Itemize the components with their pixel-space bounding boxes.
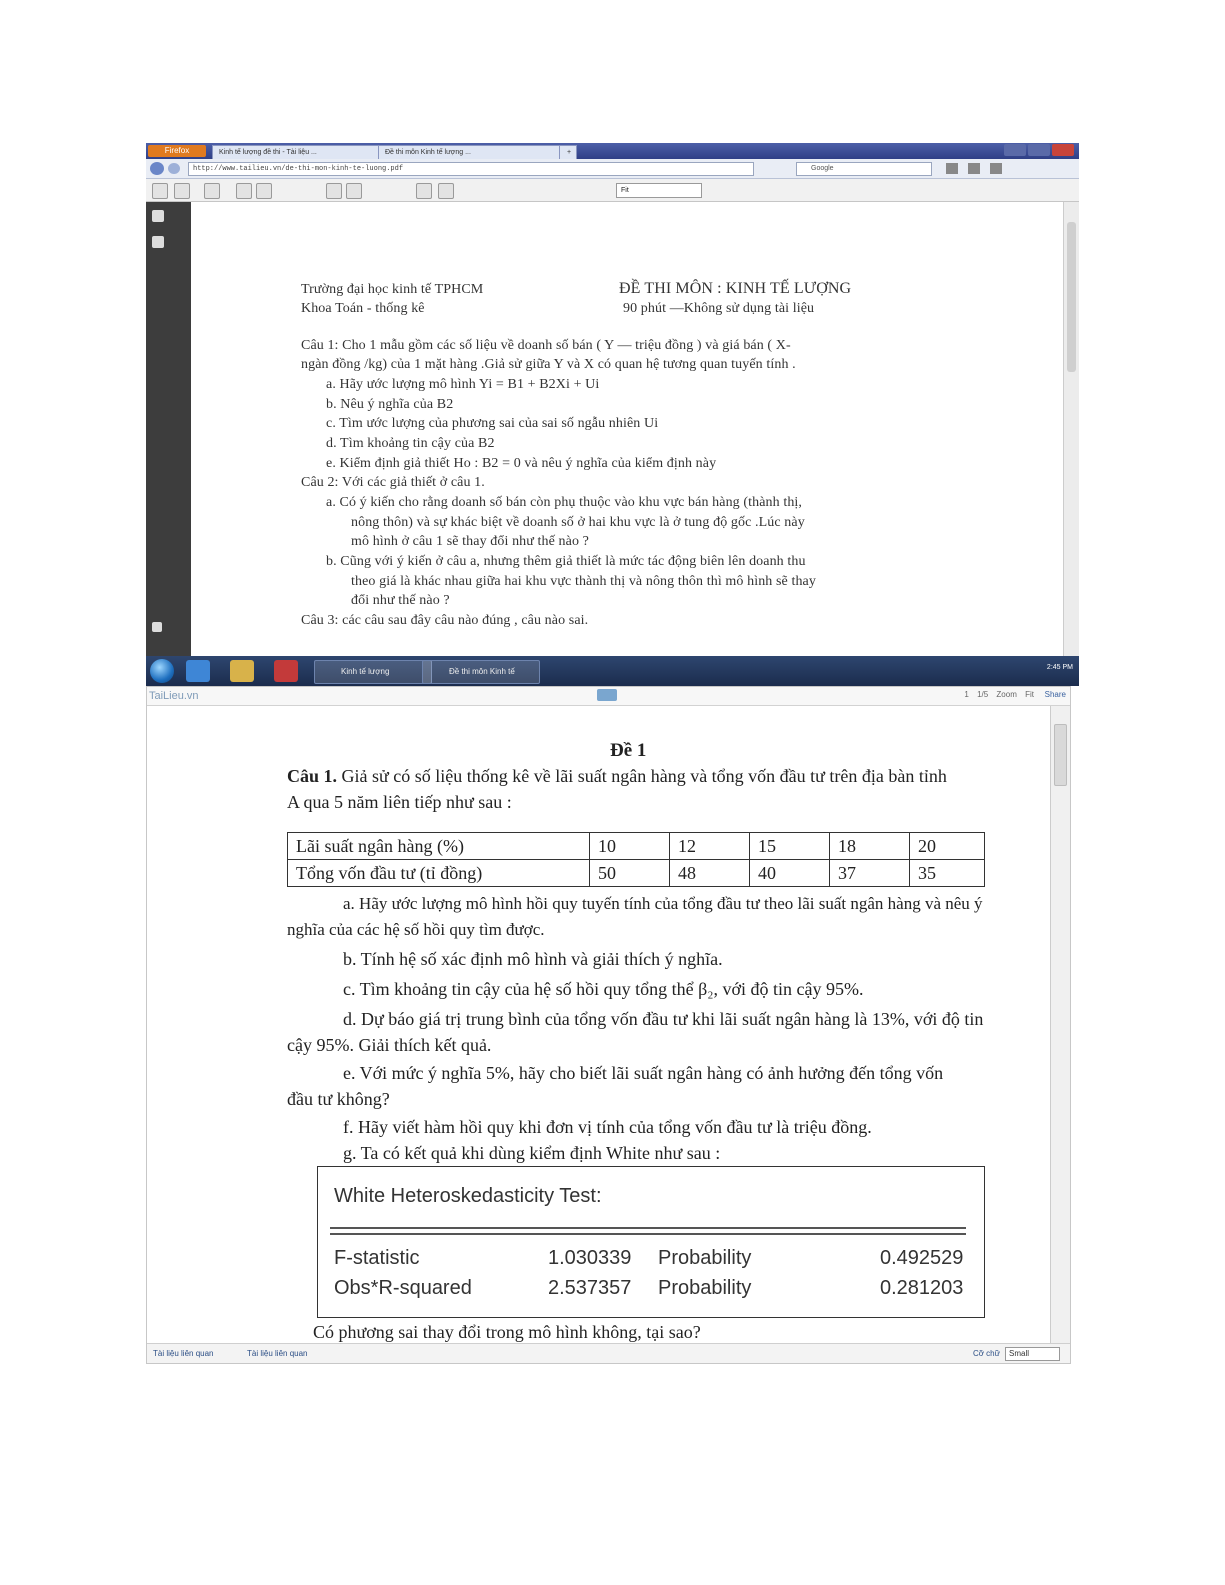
scroll-thumb[interactable] — [1067, 222, 1076, 372]
pdf-scrollbar[interactable] — [1063, 202, 1079, 656]
fit-button[interactable]: Fit — [1025, 690, 1034, 699]
task-document[interactable]: Đề thi môn Kinh tế — [422, 660, 540, 684]
question-label: Câu 1. — [287, 766, 338, 786]
new-tab-button[interactable]: + — [559, 145, 577, 160]
start-icon[interactable] — [150, 659, 174, 683]
prob-value: 0.281203 — [880, 1277, 964, 1299]
question-1-line2: A qua 5 năm liên tiếp như sau : — [287, 792, 512, 812]
related-docs-link[interactable]: Tài liệu liên quan — [153, 1349, 214, 1358]
exam-line: mô hình ở câu 1 sẽ thay đổi như thế nào ? — [351, 534, 589, 549]
exam-line: a. Hãy ước lượng mô hình Yi = B1 + B2Xi + Ui — [326, 377, 600, 392]
bookmark-icon[interactable] — [968, 163, 980, 174]
font-size-label: Cỡ chữ — [972, 1349, 1000, 1358]
page-number[interactable]: 1 — [964, 690, 969, 699]
item-c: c. Tìm khoảng tin cậy của hệ số hồi quy tổng thể β₂, với độ tin cậy 95%. — [343, 979, 864, 999]
table-row — [288, 833, 985, 860]
exam-line: b. Cũng với ý kiến ở câu a, nhưng thêm giả thiết là mức tác động biên lên doanh thu — [326, 554, 806, 569]
email-icon[interactable] — [204, 183, 220, 199]
table-cell: 10 — [590, 833, 670, 860]
item-a-cont: nghĩa của các hệ số hồi quy tìm được. — [287, 920, 545, 939]
item-e-cont: đầu tư không? — [287, 1089, 390, 1109]
stat-value: 2.537357 — [548, 1277, 632, 1299]
fullscreen-icon[interactable] — [597, 689, 617, 701]
table-cell: 48 — [670, 860, 750, 887]
document-scrollbar[interactable] — [1050, 706, 1070, 1343]
row-label: Tổng vốn đầu tư (tỉ đồng) — [288, 860, 590, 887]
table-cell: 20 — [910, 833, 985, 860]
table-cell: 12 — [670, 833, 750, 860]
closing-question: Có phương sai thay đổi trong mô hình không, tại sao? — [313, 1322, 701, 1342]
exam-duration: 90 phút —Không sử dụng tài liệu — [623, 301, 815, 316]
viewer-toolbar — [147, 687, 1070, 706]
table-cell: 50 — [590, 860, 670, 887]
table-cell: 37 — [830, 860, 910, 887]
save-icon[interactable] — [174, 183, 190, 199]
explorer-icon[interactable] — [230, 660, 254, 682]
prev-page-icon[interactable] — [236, 183, 252, 199]
ie-icon[interactable] — [186, 660, 210, 682]
item-f: f. Hãy viết hàm hồi quy khi đơn vị tính của tổng vốn đầu tư là triệu đồng. — [343, 1117, 872, 1137]
scroll-thumb[interactable] — [1054, 724, 1067, 786]
clock[interactable]: 2:45 PM — [1046, 664, 1073, 671]
font-size-select[interactable]: Small — [1005, 1347, 1060, 1361]
search-input[interactable]: Google — [796, 162, 932, 176]
pdf-toolbar — [146, 179, 1079, 202]
home-icon[interactable] — [946, 163, 958, 174]
divider — [330, 1233, 966, 1235]
address-bar — [146, 159, 1079, 179]
exam-line: Câu 2: Với các giả thiết ở câu 1. — [301, 475, 485, 490]
print-icon[interactable] — [152, 183, 168, 199]
exam-line: nông thôn) và sự khác biệt về doanh số ở hai khu vực là ở tung độ gốc .Lúc này — [351, 515, 805, 530]
prob-value: 0.492529 — [880, 1247, 964, 1269]
divider — [330, 1227, 966, 1229]
prob-label: Probability — [658, 1247, 752, 1269]
tab-bar — [146, 143, 1079, 159]
exam-line: b. Nêu ý nghĩa của B2 — [326, 397, 454, 412]
exam-line: c. Tìm ước lượng của phương sai của sai số ngẫu nhiên Ui — [326, 416, 659, 431]
item-b: b. Tính hệ số xác định mô hình và giải thích ý nghĩa. — [343, 949, 723, 969]
maximize-icon[interactable] — [1028, 144, 1050, 156]
item-d: d. Dự báo giá trị trung bình của tổng vốn đầu tư khi lãi suất ngân hàng là 13%, với độ tin — [343, 1009, 984, 1029]
exam-line: d. Tìm khoảng tin cậy của B2 — [326, 436, 495, 451]
minimize-icon[interactable] — [1004, 144, 1026, 156]
exam-line: a. Có ý kiến cho rằng doanh số bán còn phụ thuộc vào khu vực bán hàng (thành thị, — [326, 495, 803, 510]
share-button[interactable]: Share — [1044, 690, 1066, 699]
white-test-box — [317, 1166, 985, 1318]
exam-line: Câu 3: các câu sau đây câu nào đúng , câu nào sai. — [301, 613, 589, 628]
table-cell: 35 — [910, 860, 985, 887]
back-icon[interactable] — [150, 162, 164, 175]
exam-title: ĐỀ THI MÔN : KINH TẾ LƯỢNG — [619, 280, 852, 297]
stat-name: F-statistic — [334, 1247, 420, 1269]
item-g: g. Ta có kết quả khi dùng kiểm định White như sau : — [343, 1143, 721, 1163]
next-page-icon[interactable] — [256, 183, 272, 199]
zoom-select[interactable]: Fit — [616, 183, 702, 198]
document-viewer — [146, 686, 1071, 1364]
table-cell: 18 — [830, 833, 910, 860]
tab-2[interactable]: Đề thi môn Kinh tế lượng ... — [378, 145, 561, 160]
item-e: e. Với mức ý nghĩa 5%, hãy cho biết lãi suất ngân hàng có ảnh hưởng đến tổng vốn — [343, 1063, 944, 1083]
stat-value: 1.030339 — [548, 1247, 632, 1269]
row-label: Lãi suất ngân hàng (%) — [288, 833, 590, 860]
question-text: Giả sử có số liệu thống kê về lãi suất ngân hàng và tổng vốn đầu tư trên địa bàn tỉnh — [337, 766, 947, 786]
exam-line: đổi như thế nào ? — [351, 593, 450, 608]
exam-line: e. Kiểm định giả thiết Ho : B2 = 0 và nêu ý nghĩa của kiểm định này — [326, 456, 717, 471]
attachments-icon[interactable] — [152, 236, 164, 248]
clip-icon[interactable] — [152, 622, 162, 632]
prob-label: Probability — [658, 1277, 752, 1299]
page-count: 1/5 — [977, 690, 989, 699]
pdf-reader-icon[interactable] — [274, 660, 298, 682]
exam-line: ngàn đồng /kg) của 1 mặt hàng .Giả sử giữa Y và X có quan hệ tương quan tuyến tính . — [301, 357, 796, 372]
url-input[interactable]: http://www.tailieu.vn/de-thi-mon-kinh-te-luong.pdf — [188, 162, 754, 176]
browser-screenshot — [146, 143, 1079, 686]
document-page — [155, 706, 1050, 1343]
taskbar — [146, 656, 1079, 686]
table-cell: 40 — [750, 860, 830, 887]
question-1-line — [287, 766, 947, 787]
task-browser[interactable]: Kinh tế lượng — [314, 660, 432, 684]
status-bar — [147, 1343, 1070, 1364]
tab-1[interactable]: Kinh tế lượng đề thi - Tài liệu ... — [212, 145, 380, 160]
exam-line: theo giá là khác nhau giữa hai khu vực thành thị và nông thôn thì mô hình sẽ thay — [351, 574, 816, 589]
firefox-menu-button[interactable]: Firefox — [148, 145, 206, 157]
table-row — [288, 860, 985, 887]
table-cell: 15 — [750, 833, 830, 860]
fit-page-icon[interactable] — [416, 183, 432, 199]
page-title: Đề 1 — [610, 740, 647, 761]
site-logo[interactable]: TaiLieu.vn — [149, 690, 199, 702]
fit-width-icon[interactable] — [438, 183, 454, 199]
item-d-cont: cậy 95%. Giải thích kết quả. — [287, 1035, 492, 1055]
forward-icon[interactable] — [168, 163, 180, 174]
page-nav — [958, 690, 1034, 699]
menu-icon[interactable] — [990, 163, 1002, 174]
item-a: a. Hãy ước lượng mô hình hồi quy tuyến tính của tổng đầu tư theo lãi suất ngân hàng và nêu ý — [343, 894, 983, 913]
related-docs-link-2[interactable]: Tài liệu liên quan — [247, 1349, 308, 1358]
pdf-sidebar — [146, 202, 191, 656]
pages-icon[interactable] — [152, 210, 164, 222]
school-name: Trường đại học kinh tế TPHCM — [301, 282, 484, 297]
zoom-out-icon[interactable] — [326, 183, 342, 199]
exam-line: Câu 1: Cho 1 mẫu gồm các số liệu về doanh số bán ( Y — triệu đồng ) và giá bán ( X- — [301, 338, 791, 353]
zoom-in-icon[interactable] — [346, 183, 362, 199]
white-test-title: White Heteroskedasticity Test: — [334, 1185, 602, 1207]
stat-name: Obs*R-squared — [334, 1277, 472, 1299]
pdf-page — [191, 202, 1063, 656]
faculty-name: Khoa Toán - thống kê — [301, 301, 425, 316]
data-table — [287, 832, 985, 887]
zoom-button[interactable]: Zoom — [996, 690, 1017, 699]
close-icon[interactable] — [1052, 144, 1074, 156]
